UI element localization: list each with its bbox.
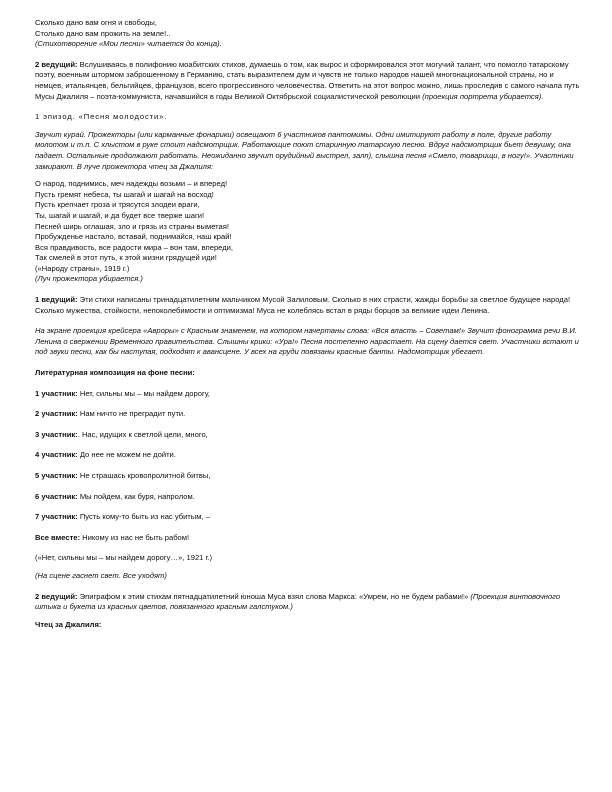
stage-direction: Звучит курай. Прожекторы (или карманные фонарики) освещают 6 участников пантомимы. Одни имитируют работу в поле, другие работу молотом и т.п. С хлыстом в руке стоит надсмотрщик. Работающие поют старинную татарскую песню. Вдруг надсмотрщик бьет девушку, она падает. Остальные продолжают работать. Неожиданно звучит орудийный выстрел, залп), слышна песня «Смело, товарищи, в ногу!». Участники замирают. В луче прожектора чтец за Джалиля: (35, 129, 574, 171)
speaker-label: 6 участник: (35, 491, 78, 501)
poem-line: О народ, поднимись, меч надежды возьми – и вперед! (35, 179, 228, 189)
reader-heading: Чтец за Джалиля: (35, 619, 102, 629)
participant-line (35, 409, 580, 420)
participant-line (35, 430, 580, 441)
poem-line: Песней ширь оглашая, зло и грязь из страны выметая! (35, 221, 229, 231)
poem-line: Ты, шагай и шагай, и да будет все тверже шаги! (35, 210, 205, 220)
stanza-block (35, 18, 580, 50)
speech-text: Нет, сильны мы – мы найдем дорогу, (77, 388, 210, 398)
poem-line: Так смелей в этот путь, к этой жизни грядущей иди! (35, 253, 217, 263)
poem-block (35, 179, 580, 285)
speech-text: Эпиграфом к этим стихам пятнадцатилетний юноша Муса взял слова Маркса: «Умрем, но не будем рабами!» (77, 591, 471, 601)
poem-citation: («Народу страны», 1919 г.) (35, 263, 130, 273)
stage-note: (Проекция винтовочного штыка и букета из красных цветов, повязанного красным галстуком.) (35, 591, 561, 612)
participant-line (35, 492, 580, 503)
participant-line (35, 389, 580, 400)
poem-line: Сколько дано вам огня и свободы, (35, 18, 157, 27)
speaker-label: 1 ведущий: (35, 295, 78, 305)
speech-text: Нам ничто не преградит пути. (77, 409, 186, 419)
speaker-label: 4 участник: (35, 450, 78, 460)
stage-note: (проекция портрета убирается). (422, 91, 544, 101)
speech-text: Эти стихи написаны тринадцатилетним мальчиком Мусой Залиловым. Сколько в них страсти, жажды борьбы за светлое будущее народа! Сколько мужества, стойкости, непоколебимости и оптимизма! Муса не колеблясь встал в ряды борцов за великие идеи Ленина. (35, 295, 571, 315)
poem-line: Вся правдивость, все радости мира – вон там, впереди, (35, 242, 234, 252)
composition-heading: Литературная композиция на фоне песни: (35, 368, 195, 378)
stage-note: (Стихотворение «Мои песни» читается до конца). (35, 39, 222, 49)
participant-line (35, 471, 580, 482)
poem-line: Пробужденье настало, вставай, поднимайся, наш край! (35, 232, 232, 242)
speech-text: Пусть кому-то быть из нас убитым, – (77, 512, 210, 522)
speaker-label: 5 участник: (35, 471, 78, 480)
speech-text: Не страшась кровопролитной битвы, (77, 471, 211, 480)
poem-line: Пусть гремят небеса, ты шагай и шагай на восход! (35, 189, 214, 199)
speaker-label: 2 участник: (35, 409, 78, 419)
host-paragraph (35, 592, 580, 613)
speaker-label: 2 ведущий: (35, 59, 78, 69)
speech-text: Мы пойдем, как буря, напролом. (77, 491, 195, 501)
speaker-label: 7 участник: (35, 512, 78, 522)
speech-text: До нее не можем не дойти. (77, 450, 176, 460)
speech-text: Никому из нас не быть рабом! (80, 532, 190, 542)
poem-line: Столько дано вам прожить на земле!.. (35, 28, 171, 38)
speech-text: Вслушиваясь в полифонию моабитских стихов, думаешь о том, как вырос и сформировался этот могучий талант, что помогло татарскому поэту, военным штормом заброшенному в Германию, стать выразителем дум и чувств не только народов нашей многонациональной страны, но и немцев, итальянцев, бельгийцев, французов, всего прогрессивного человечества. Ответить на этот вопрос можно, лишь проследив с самого начала путь Мусы Джалиля – поэта-коммуниста, начавшийся в годы Великой Октябрьской социалистической революции (35, 59, 580, 101)
participant-line (35, 450, 580, 461)
host-paragraph (35, 295, 580, 316)
speaker-label: 1 участник: (35, 388, 78, 398)
poem-line: Пусть крепчает гроза и трясутся злодеи враги, (35, 200, 200, 210)
participant-line (35, 533, 580, 544)
participant-line (35, 512, 580, 523)
host-paragraph (35, 60, 580, 102)
document-page (35, 18, 580, 630)
poem-citation: («Нет, сильны мы – мы найдем дорогу…», 1921 г.) (35, 553, 212, 563)
speaker-label: Все вместе: (35, 532, 81, 542)
speaker-label: 2 ведущий: (35, 591, 78, 601)
speaker-label: 3 участник: (35, 429, 78, 439)
stage-note: (На сцене гаснет свет. Все уходят) (35, 570, 167, 580)
speech-text: . Нас, идущих к светлой цели, много, (77, 429, 208, 439)
episode-heading: 1 эпизод. «Песня молодости». (35, 112, 168, 122)
stage-note: (Луч прожектора убирается.) (35, 274, 143, 284)
stage-direction: На экране проекция крейсера «Авроры» с Красным знаменем, на котором начертаны слова: «Вся власть – Советам!» Звучит фонограмма речи В.И. Ленина о свержении Временного правительства. Слышны крики: «Ура!» Песня постепенно нарастает. На сцену дается свет. Участники встают и под звуки песни, как бы наступая, подходят к авансцене. У всех на груди повязаны красные банты. Надсмотрщик убегает. (35, 326, 579, 357)
